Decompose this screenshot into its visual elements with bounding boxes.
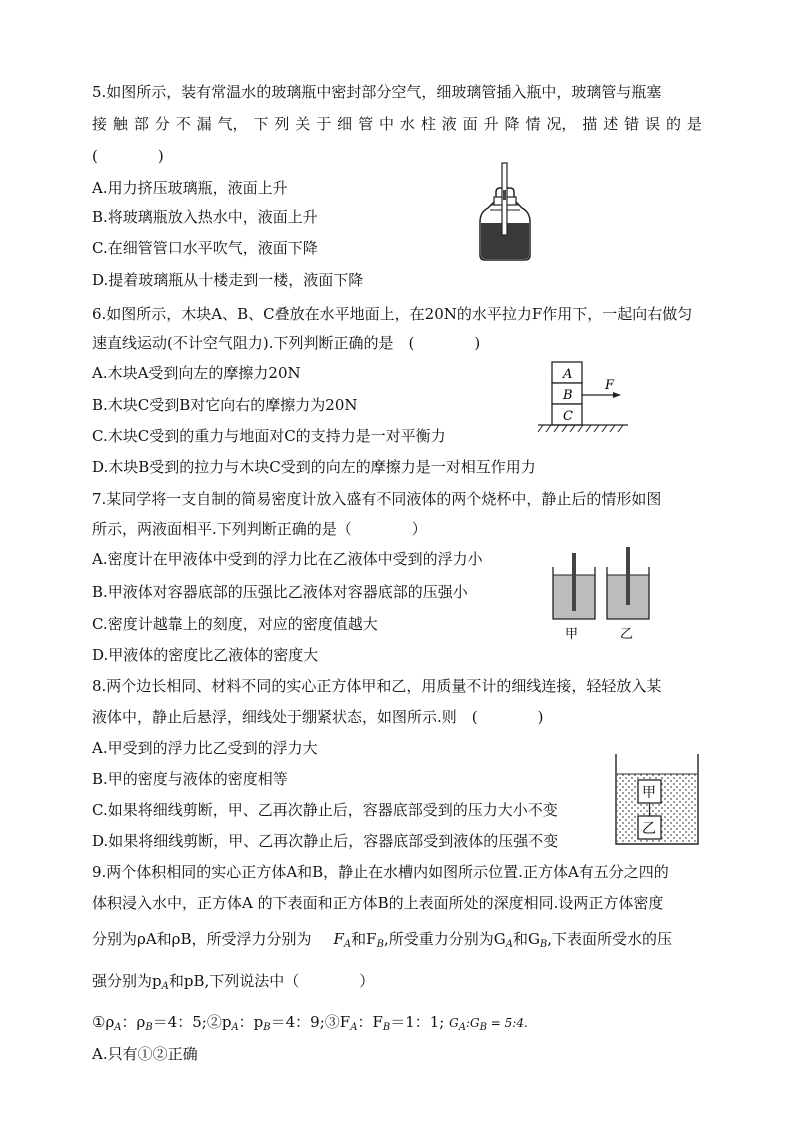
q8-option-b: B.甲的密度与液体的密度相等	[92, 770, 288, 788]
q7-line-2: 所示，两液面相平.下列判断正确的是（ ）	[92, 520, 427, 538]
q7-option-d: D.甲液体的密度比乙液体的密度大	[92, 646, 319, 664]
q5-line-2-char: 部	[133, 115, 149, 133]
q8-option-a: A.甲受到的浮力比乙受到的浮力大	[92, 739, 318, 757]
q9-line-2: 体积浸入水中，正方体A 的下表面和正方体B的上表面所处的深度相同.设两正方体密度	[92, 894, 664, 912]
q8-option-c: C.如果将细线剪断，甲、乙再次静止后，容器底部受到的压力大小不变	[92, 801, 558, 819]
block-a-label: A	[563, 367, 573, 382]
q5-line-2-char: 液	[441, 115, 457, 133]
q5-line-2-char: 错	[624, 115, 640, 133]
q9-line-4: 强分别为$p_A$和pB,下列说法中（ ）	[92, 972, 375, 992]
beaker-jia-label: 甲	[565, 627, 579, 642]
q5-line-2-char: 柱	[420, 115, 436, 133]
q6-option-d: D.木块B受到的拉力与木块C受到的向左的摩擦力是一对相互作用力	[92, 458, 536, 476]
cube-yi-label: 乙	[642, 821, 656, 837]
q5-line-2-char: 降	[504, 115, 520, 133]
q5-line-2-char: 关	[295, 115, 311, 133]
q5-line-2-char: 是	[686, 115, 702, 133]
q6-option-c: C.木块C受到的重力与地面对C的支持力是一对平衡力	[92, 427, 446, 445]
q6-option-b: B.木块C受到B对它向右的摩擦力为20N	[92, 396, 358, 414]
q7-option-c: C.密度计越靠上的刻度，对应的密度值越大	[92, 615, 378, 633]
q9-option-a: A.只有①②正确	[92, 1045, 198, 1063]
q5-line-2-char: 气，	[217, 115, 248, 133]
q5-line-2-char: 中	[378, 115, 394, 133]
q5-line-2-char: 细	[337, 115, 353, 133]
q5-line-2-char: 述	[603, 115, 619, 133]
q8-line-2: 液体中，静止后悬浮，细线处于绷紧状态，如图所示.则 ( )	[92, 708, 544, 726]
q5-line-2-char: 分	[154, 115, 170, 133]
q9-statements: $①\rho_A$：$\rho_B=4$：$5;②p_A$：$p_B=4$：$9;③F_A$：$F_B=1$：1; $G_A:G_B$ = 5:4.	[92, 1013, 528, 1033]
q5-line-3: ( )	[92, 147, 164, 165]
q5-line-2-char: 的	[665, 115, 681, 133]
q6-line-2: 速直线运动(不计空气阻力).下列判断正确的是 ( )	[92, 334, 481, 352]
q8-option-d: D.如果将细线剪断，甲、乙再次静止后，容器底部受到液体的压强不变	[92, 832, 559, 850]
q8-line-1: 8.两个边长相同、材料不同的实心正方体甲和乙，用质量不计的细线连接，轻轻放入某	[92, 677, 662, 695]
q7-option-b: B.甲液体对容器底部的压强比乙液体对容器底部的压强小	[92, 583, 468, 601]
q5-line-2-char: 接	[92, 115, 108, 133]
blocks-figure	[535, 358, 635, 440]
q9-gravity-ratio: $G_A:G_B$ = 5:4.	[449, 1016, 528, 1033]
bottle-figure	[470, 160, 540, 265]
q7-option-a: A.密度计在甲液体中受到的浮力比在乙液体中受到的浮力小	[92, 550, 483, 568]
q5-line-2-char: 况，	[546, 115, 577, 133]
q5-line-2-char: 升	[483, 115, 499, 133]
q5-option-b: B.将玻璃瓶放入热水中，液面上升	[92, 208, 318, 226]
q6-line-1: 6.如图所示，木块A、B、C叠放在水平地面上，在20N的水平拉力F作用下，一起向右做匀	[92, 305, 693, 323]
q5-option-a: A.用力挤压玻璃瓶，液面上升	[92, 179, 288, 197]
block-c-label: C	[563, 409, 573, 424]
q5-line-2	[92, 114, 702, 134]
cube-jia-label: 甲	[642, 785, 656, 801]
q5-option-c: C.在细管管口水平吹气，液面下降	[92, 239, 318, 257]
q7-line-1: 7.某同学将一支自制的简易密度计放入盛有不同液体的两个烧杯中，静止后的情形如图	[92, 490, 662, 508]
q5-line-2-char: 面	[462, 115, 478, 133]
q5-line-2-char: 管	[358, 115, 374, 133]
q5-line-1: 5.如图所示，装有常温水的玻璃瓶中密封部分空气，细玻璃管插入瓶中，玻璃管与瓶塞	[92, 83, 662, 101]
beaker-yi-label: 乙	[620, 627, 634, 642]
q5-line-2-char: 误	[645, 115, 661, 133]
q9-line-3: 分别为ρA和ρB，所受浮力分别为 $F_A$和$F_B$,所受重力分别为$G_A$和$G_B$,下表面所受水的压	[92, 930, 673, 950]
q5-line-2-char: 水	[399, 115, 415, 133]
densimeter-figure	[545, 545, 660, 645]
q5-line-2-char: 情	[525, 115, 541, 133]
force-f-label: F	[605, 378, 615, 393]
q5-line-2-char: 下	[253, 115, 269, 133]
q5-line-2-char: 不	[175, 115, 191, 133]
q6-option-a: A.木块A受到向左的摩擦力20N	[92, 364, 301, 382]
q5-line-2-char: 漏	[196, 115, 212, 133]
q5-option-d: D.提着玻璃瓶从十楼走到一楼，液面下降	[92, 271, 364, 289]
q9-line-1: 9.两个体积相同的实心正方体A和B，静止在水槽内如图所示位置.正方体A有五分之四的	[92, 863, 669, 881]
q5-line-2-char: 描	[582, 115, 598, 133]
suspended-cubes-figure	[612, 752, 702, 848]
q5-line-2-char: 触	[112, 115, 128, 133]
q5-line-2-char: 于	[316, 115, 332, 133]
q5-line-2-char: 列	[274, 115, 290, 133]
block-b-label: B	[563, 388, 573, 403]
